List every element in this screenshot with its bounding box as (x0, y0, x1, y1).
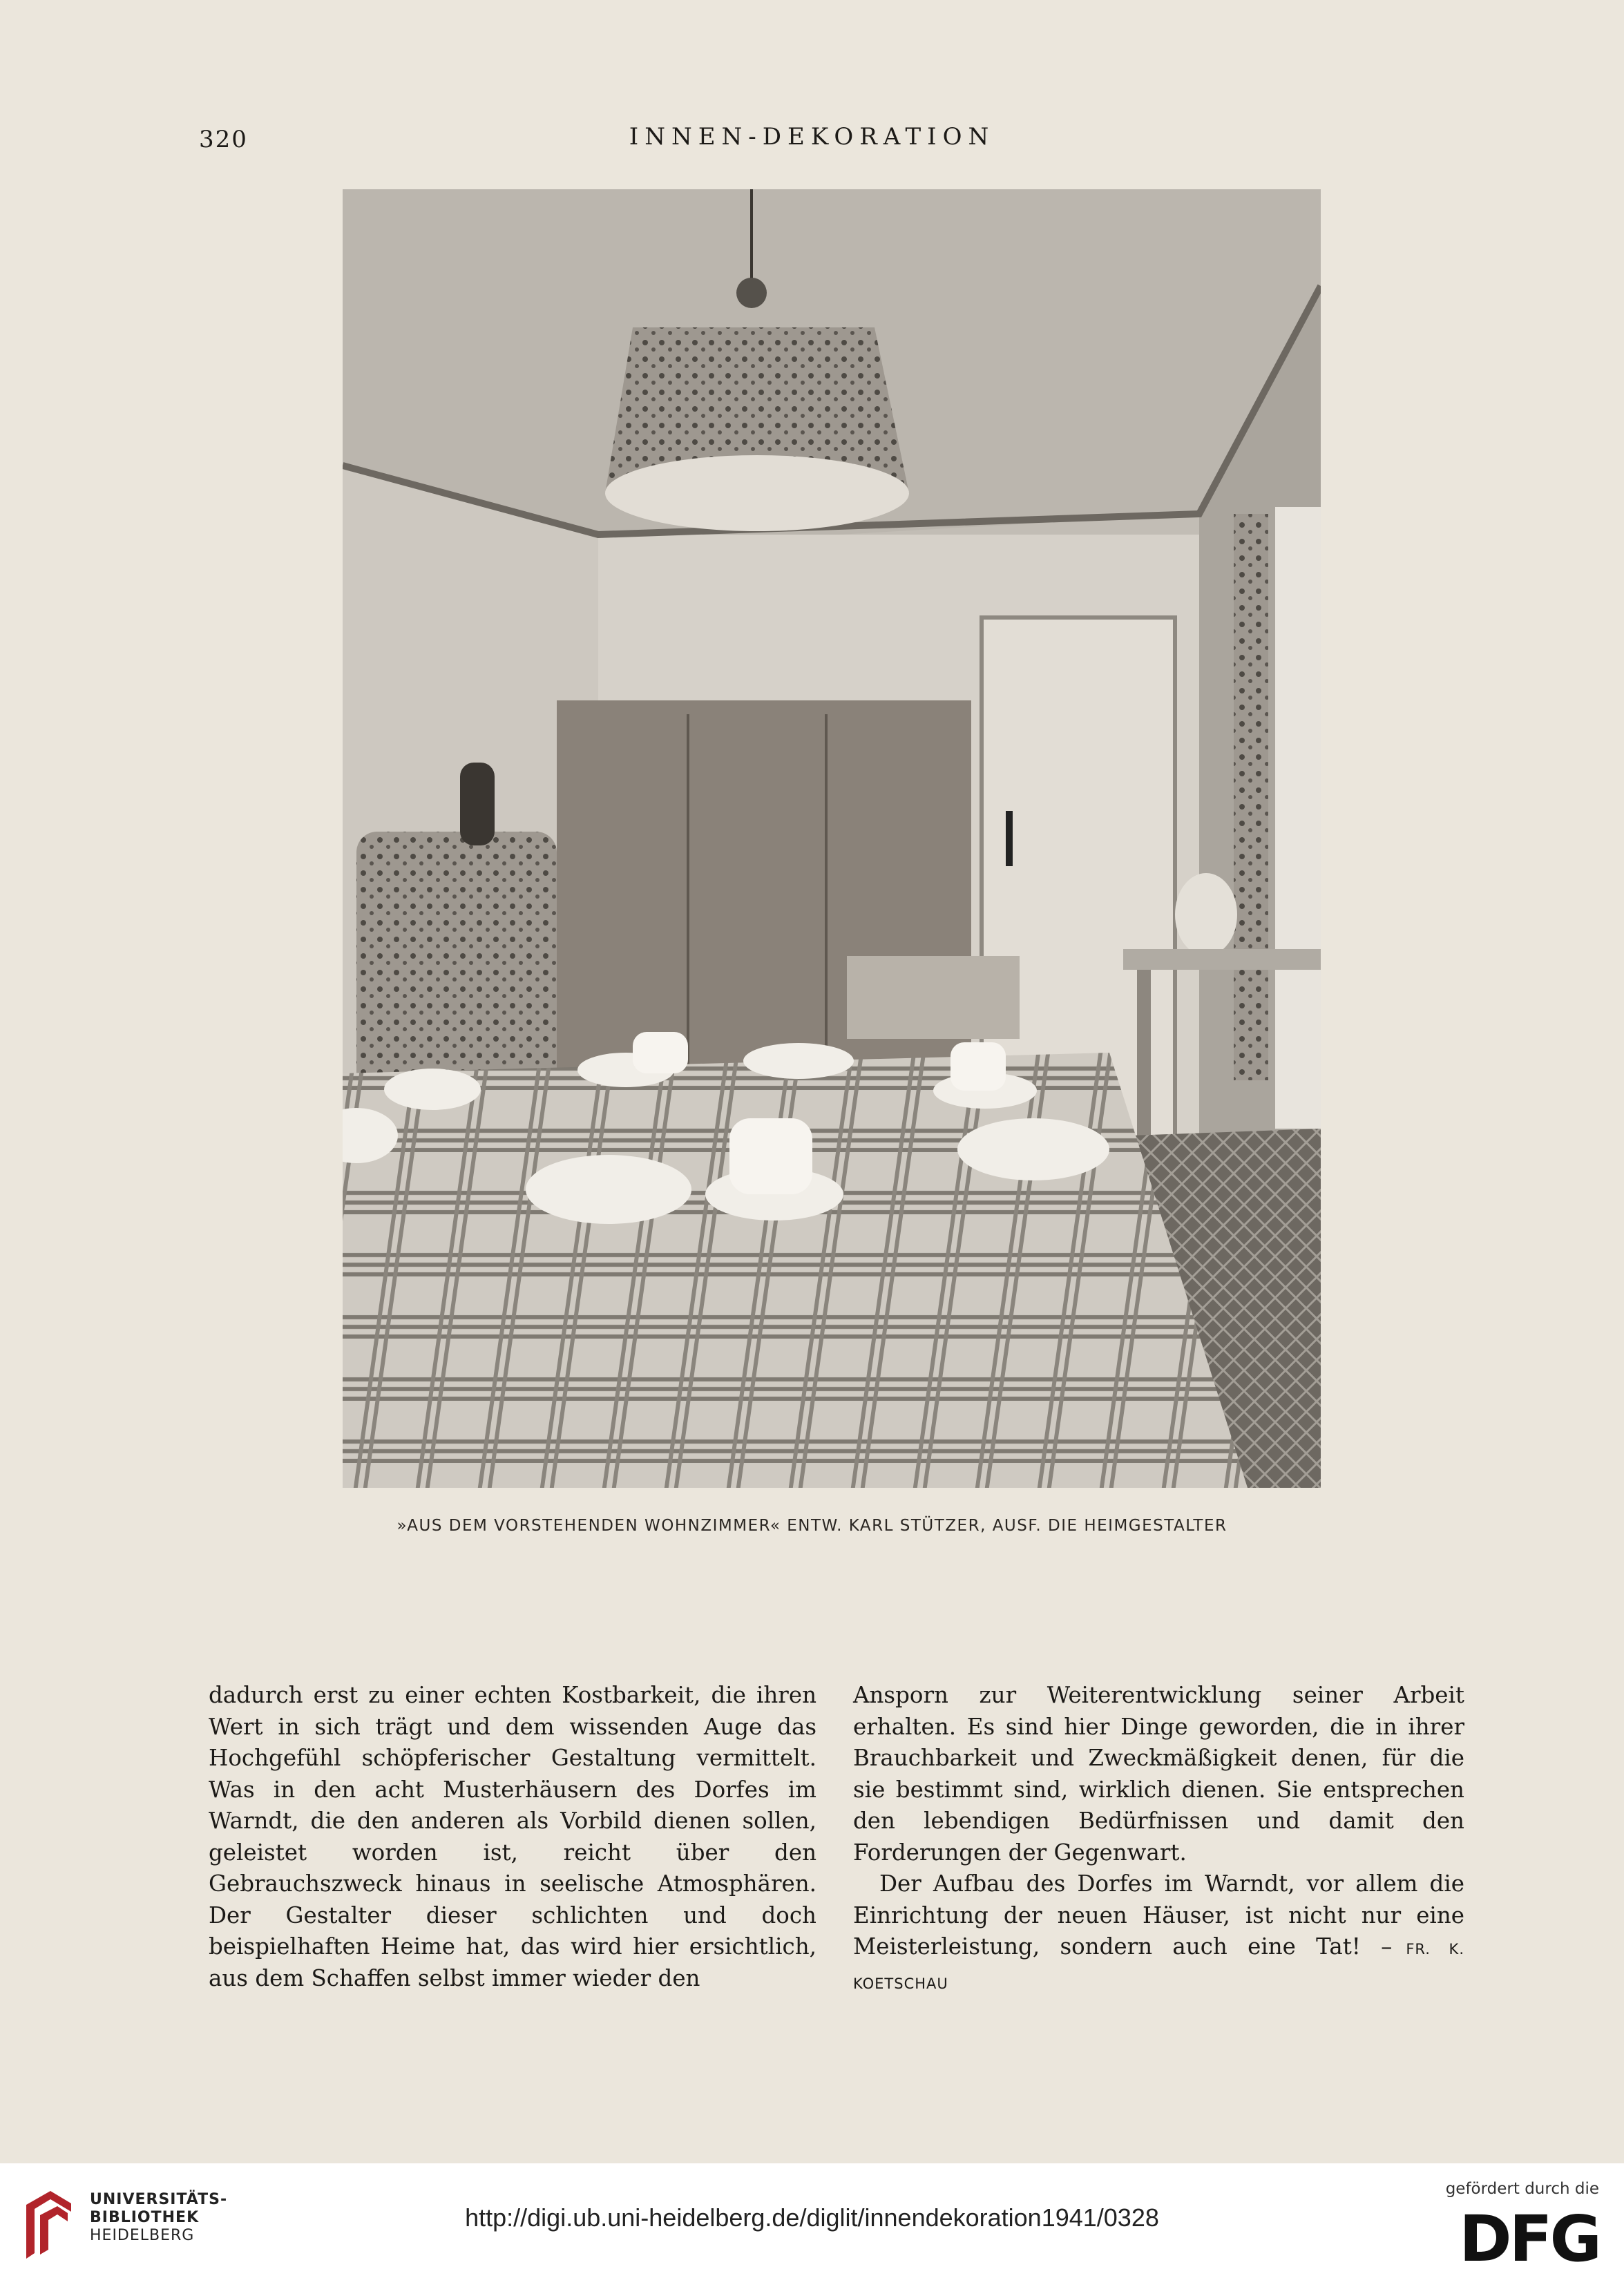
library-name-line1: UNIVERSITÄTS- (90, 2191, 228, 2208)
figure-caption: »AUS DEM VORSTEHENDEN WOHNZIMMER« ENTW. KARL STÜTZER, AUSF. DIE HEIMGESTALTER (397, 1517, 1227, 1535)
paragraph-right-1: Ansporn zur Weiterentwicklung seiner Arbeit erhalten. Es sind hier Dinge geworden, die in ihrer Brauchbarkeit und Zweckmäßigkeit denen, für die sie bestimmt sind, wirklich dienen. Sie entsprechen den lebendigen Bedürfnissen und damit den Forderungen der Gegenwart. (853, 1682, 1464, 1866)
library-name-line3: HEIDELBERG (90, 2227, 195, 2244)
text-column-left (209, 1680, 816, 1994)
library-name-line2: BIBLIOTHEK (90, 2209, 200, 2226)
paragraph-left: dadurch erst zu einer echten Kostbarkeit, die ihren Wert in sich trägt und dem wissenden Auge das Hochgefühl schöpferischer Gestaltung vermittelt. Was in den acht Musterhäusern des Dorfes im Warndt, die den anderen als Vorbild dienen sollen, geleistet worden ist, reicht über den Gebrauchszweck hinaus in seelische Atmosphären. Der Gestalter dieser schlichten und doch beispielhaften Heime hat, das wird hier ersichtlich, aus dem Schaffen selbst immer wieder den (209, 1682, 816, 1991)
running-title: INNEN-DEKORATION (629, 123, 995, 151)
text-column-right (853, 1680, 1464, 2000)
paragraph-right-2-text: Der Aufbau des Dorfes im Warndt, vor allem die Einrichtung der neuen Häuser, ist nicht nur eine Meisterleistung, sondern auch eine Tat! – (853, 1870, 1464, 1960)
source-url-link[interactable]: http://digi.ub.uni-heidelberg.de/diglit/innendekoration1941/0328 (465, 2203, 1159, 2232)
page-number: 320 (199, 126, 248, 153)
paragraph-right-2 (853, 1868, 1464, 2000)
funding-note: gefördert durch die (1445, 2180, 1599, 2198)
dfg-logo: DFG (1459, 2202, 1599, 2276)
interior-photograph (343, 189, 1321, 1488)
author-signature: FR. K. KOETSCHAU (853, 1941, 1464, 1992)
digitization-footer (0, 2163, 1624, 2278)
